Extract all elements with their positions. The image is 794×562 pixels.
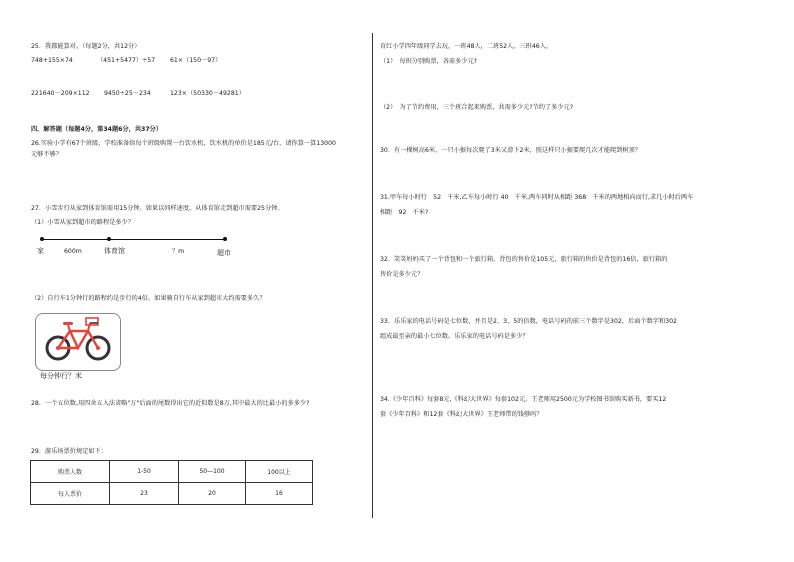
- table-row: [31, 461, 313, 483]
- q32-line-2: 售价是多少元？: [380, 271, 424, 278]
- table-cell: 20: [179, 483, 246, 505]
- bicycle-icon: [36, 314, 120, 370]
- q34-line-2: 套《少年百科》和12套《科幻大世界》王老师带的钱够吗？: [380, 411, 543, 418]
- q34-line-1: 34.《少年百科》每套8元,《科幻大世界》每套102元。王老师用2500元为学校图书馆购买新书，要买12: [380, 396, 667, 403]
- q29-continued-intro: 育红小学四年级同学去玩，一班48人，二班52人，三班46人。: [380, 43, 553, 50]
- market-point: [223, 237, 227, 241]
- table-cell: 每人票价: [31, 483, 110, 505]
- home-point: [40, 237, 44, 241]
- label-600m: 600m: [64, 248, 82, 255]
- table-cell: 16: [246, 483, 313, 505]
- bike-caption: 每分钟行？米: [40, 372, 82, 380]
- q25-expr-1: 748+155×74: [31, 57, 73, 64]
- q26-line-1: 26.实验小学有67个班级，学校准备给每个班级购置一台饮水机，饮水机的单价是185元/台，请你算一算13000: [31, 140, 336, 147]
- table-header-cell: 50—100: [179, 461, 246, 483]
- gym-point: [107, 237, 111, 241]
- label-unknown: ？m: [172, 248, 185, 255]
- q27-intro: 27．小雪步行从家到体育馆需用15分钟。如果以同样速度，从体育馆走到超市需要25分钟。: [31, 205, 284, 212]
- label-market: 超市: [217, 249, 231, 257]
- table-header-cell: 购票人数: [31, 461, 110, 483]
- table-header-cell: 100以上: [246, 461, 313, 483]
- q25-expr-3: 61×（150－97）: [170, 57, 222, 64]
- label-gym: 体育馆: [104, 247, 125, 255]
- q33-line-2: 组成最至亲的最小七位数。乐乐家的电话号码是多少？: [380, 333, 529, 340]
- q25-expr-6: 123×（50330－49281）: [170, 90, 245, 97]
- distance-line: [42, 239, 226, 240]
- table-row: [31, 483, 313, 505]
- q29-sub1: （1） 每班分别购票，各需多少元?: [380, 58, 477, 65]
- column-divider: [372, 33, 373, 518]
- q25-expr-5: 9450÷25－234: [104, 90, 151, 97]
- bicycle-image: [35, 313, 121, 371]
- q33-line-1: 33．乐乐家的电话号码是七位数，并且是2、3、5的倍数，电话号码的前三个数字是302，后面个数字和302: [380, 318, 677, 325]
- q25-title: 25．我都能算对。（每题2分，共12分）: [31, 43, 141, 50]
- label-home: 家: [37, 247, 44, 255]
- q25-expr-2: （451+5477）÷57: [97, 57, 156, 64]
- q31-line-2: 相距 92 千米?: [380, 209, 429, 216]
- price-table: [30, 460, 313, 505]
- q30-text: 30．有一棵树高6米，一只小猴每次爬了3米又滑下2米，照这样只小猴要爬几次才能爬到树顶？: [380, 147, 641, 154]
- table-cell: 23: [110, 483, 179, 505]
- section-4-heading: 四、解答题（每题4分，第34题6分，共37分）: [31, 126, 163, 133]
- q29-intro: 29．游乐场票价规定如下：: [31, 448, 107, 455]
- q25-expr-4: 221640－209×112: [31, 90, 90, 97]
- q28-text: 28．一个五位数,用四舍五入法省略"万"后面的尾数得出它的近似数是8万,其中最大的比最小的多多少?: [31, 400, 310, 407]
- table-header-cell: 1-50: [110, 461, 179, 483]
- q27-sub1: （1）小雪从家到超市的路程是多少？: [31, 219, 134, 226]
- q32-line-1: 32．笑笑妈妈买了一个背包和一个旅行箱，背包的售价是105元，旅行箱的售价是背包的16倍，旅行箱的: [380, 256, 668, 263]
- q29-sub2: （2） 为了节约费用，三个班合起来购票，共需多少元?节约了多少元?: [380, 104, 574, 111]
- q31-line-1: 31.甲车每小时行 52 千米,乙车每小时行 40 千米,两车同时从相距 368 千米的两地相向而行,求几小时后两车: [380, 194, 694, 201]
- q27-sub2: （2）自行车1分钟行的路程约是步行的4倍。如果骑自行车从家到超市大约需要多久？: [31, 295, 266, 302]
- q26-line-2: 元够不够？: [31, 151, 62, 158]
